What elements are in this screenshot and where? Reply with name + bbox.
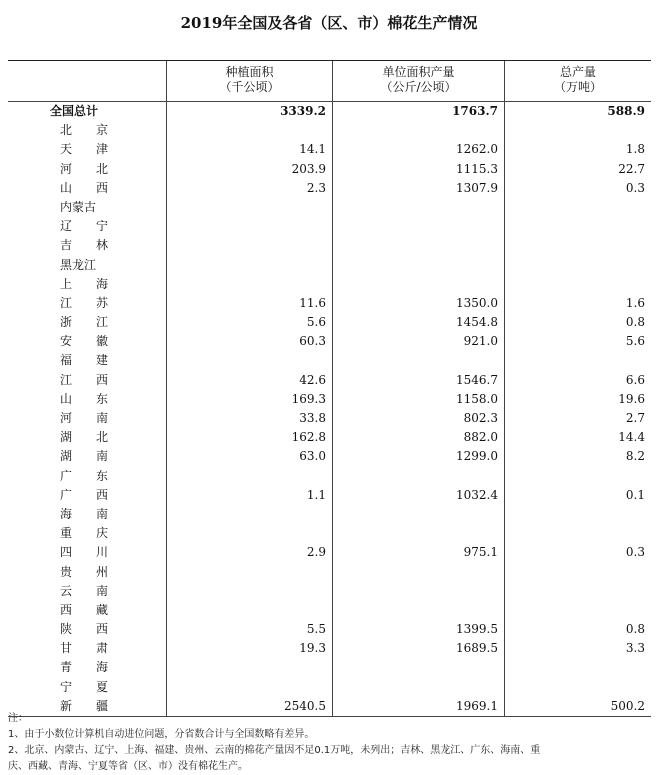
area-cell	[166, 524, 332, 543]
region-cell: 重 庆	[60, 526, 109, 541]
output-cell	[504, 217, 651, 236]
region-cell: 天 津	[60, 142, 109, 157]
area-cell: 169.3	[166, 390, 332, 409]
table-row	[8, 601, 651, 620]
area-cell	[166, 351, 332, 370]
header-yield-unit: （公斤/公顷）	[380, 80, 457, 94]
area-cell: 19.3	[166, 639, 332, 658]
region-cell: 山 东	[60, 391, 109, 406]
output-cell	[504, 582, 651, 601]
region-cell: 贵 州	[60, 564, 109, 579]
footnotes	[8, 711, 658, 775]
table-row	[8, 332, 651, 351]
area-cell	[166, 582, 332, 601]
table-row	[8, 313, 651, 332]
area-cell	[166, 467, 332, 486]
output-cell	[504, 467, 651, 486]
region-cell: 江 西	[60, 372, 109, 387]
yield-cell: 1032.4	[332, 486, 504, 505]
table-row	[8, 678, 651, 697]
table-row	[8, 543, 651, 562]
table-row	[8, 371, 651, 390]
area-cell: 11.6	[166, 294, 332, 313]
region-cell: 湖 北	[60, 430, 109, 445]
page-title: 2019年全国及各省（区、市）棉花生产情况	[180, 14, 478, 32]
region-cell: 西 藏	[60, 602, 109, 617]
area-cell	[166, 275, 332, 294]
table-row	[8, 563, 651, 582]
region-cell: 黑龙江	[60, 257, 97, 272]
area-cell: 2.3	[166, 179, 332, 198]
table-body	[8, 102, 651, 716]
region-cell: 北 京	[60, 123, 109, 138]
output-cell: 0.8	[504, 620, 651, 639]
output-cell: 0.8	[504, 313, 651, 332]
table-row	[8, 447, 651, 466]
output-cell	[504, 601, 651, 620]
yield-cell	[332, 658, 504, 677]
header-output-label: 总产量	[559, 65, 596, 79]
output-cell: 1.8	[504, 140, 651, 159]
yield-cell: 1399.5	[332, 620, 504, 639]
yield-cell	[332, 236, 504, 255]
table-row	[8, 582, 651, 601]
output-cell: 3.3	[504, 639, 651, 658]
table-row	[8, 256, 651, 275]
output-cell	[504, 678, 651, 697]
output-cell: 14.4	[504, 428, 651, 447]
area-cell	[166, 121, 332, 140]
region-cell: 宁 夏	[60, 679, 109, 694]
region-cell: 湖 南	[60, 449, 109, 464]
yield-cell: 1115.3	[332, 160, 504, 179]
output-cell	[504, 236, 651, 255]
region-cell: 河 北	[60, 161, 109, 176]
note-1: 1、由于小数位计算机自动进位问题，分省数合计与全国数略有差异。	[8, 729, 315, 740]
header-region	[8, 61, 166, 101]
area-cell	[166, 678, 332, 697]
region-cell: 广 西	[60, 487, 109, 502]
output-cell	[504, 256, 651, 275]
area-cell	[166, 256, 332, 275]
yield-cell	[332, 601, 504, 620]
area-cell: 5.5	[166, 620, 332, 639]
region-cell: 河 南	[60, 411, 109, 425]
yield-cell: 1546.7	[332, 371, 504, 390]
note-2: 2、北京、内蒙古、辽宁、上海、福建、贵州、云南的棉花产量因不足0.1万吨，未列出；吉林、黑龙江、广东、海南、重	[8, 745, 541, 756]
yield-cell: 882.0	[332, 428, 504, 447]
output-cell	[504, 563, 651, 582]
header-yield-label: 单位面积产量	[382, 65, 455, 79]
table-row	[8, 179, 651, 198]
region-cell: 浙 江	[60, 315, 109, 330]
area-cell	[166, 236, 332, 255]
output-cell: 0.3	[504, 179, 651, 198]
region-cell: 山 西	[60, 180, 109, 195]
output-cell	[504, 505, 651, 524]
notes-label: 注：	[8, 713, 28, 724]
table-row	[8, 390, 651, 409]
table-row	[8, 658, 651, 677]
area-cell: 3339.2	[166, 102, 332, 121]
table-row	[8, 486, 651, 505]
region-cell: 广 东	[60, 468, 109, 483]
area-cell: 14.1	[166, 140, 332, 159]
yield-cell: 1158.0	[332, 390, 504, 409]
table-row	[8, 275, 651, 294]
area-cell: 162.8	[166, 428, 332, 447]
output-cell: 22.7	[504, 160, 651, 179]
header-output	[504, 61, 651, 101]
region-cell: 海 南	[60, 506, 109, 521]
yield-cell	[332, 256, 504, 275]
yield-cell: 975.1	[332, 543, 504, 562]
area-cell	[166, 217, 332, 236]
region-cell: 四 川	[60, 545, 109, 560]
yield-cell	[332, 582, 504, 601]
yield-cell: 1350.0	[332, 294, 504, 313]
area-cell	[166, 658, 332, 677]
region-cell: 新 疆	[60, 698, 109, 713]
area-cell: 63.0	[166, 447, 332, 466]
table-row	[8, 409, 651, 428]
yield-cell	[332, 467, 504, 486]
output-cell: 5.6	[504, 332, 651, 351]
table-row	[8, 467, 651, 486]
region-cell: 云 南	[60, 583, 109, 598]
area-cell: 60.3	[166, 332, 332, 351]
region-cell: 福 建	[60, 353, 109, 368]
area-cell: 2540.5	[166, 697, 332, 716]
cotton-production-table	[8, 60, 651, 717]
region-cell: 陕 西	[60, 622, 109, 637]
yield-cell: 802.3	[332, 409, 504, 428]
table-row	[8, 121, 651, 140]
yield-cell	[332, 563, 504, 582]
output-cell	[504, 198, 651, 217]
output-cell: 0.1	[504, 486, 651, 505]
table-header-row	[8, 61, 651, 102]
output-cell: 6.6	[504, 371, 651, 390]
output-cell: 2.7	[504, 409, 651, 428]
output-cell	[504, 351, 651, 370]
yield-cell	[332, 121, 504, 140]
region-cell: 青 海	[60, 660, 109, 675]
region-cell: 内蒙古	[60, 199, 97, 214]
output-cell: 500.2	[504, 697, 651, 716]
region-cell: 辽 宁	[60, 219, 109, 234]
yield-cell	[332, 275, 504, 294]
yield-cell: 921.0	[332, 332, 504, 351]
region-cell: 全国总计	[50, 104, 99, 118]
yield-cell	[332, 505, 504, 524]
output-cell: 1.6	[504, 294, 651, 313]
header-area	[166, 61, 332, 101]
note-2-continued: 庆、西藏、青海、宁夏等省（区、市）没有棉花生产。	[8, 761, 248, 772]
region-cell: 吉 林	[60, 238, 109, 253]
region-cell: 江 苏	[60, 295, 109, 310]
table-row-total	[8, 102, 651, 121]
yield-cell	[332, 351, 504, 370]
area-cell	[166, 198, 332, 217]
area-cell: 203.9	[166, 160, 332, 179]
header-output-unit: （万吨）	[553, 80, 602, 94]
yield-cell: 1454.8	[332, 313, 504, 332]
area-cell	[166, 601, 332, 620]
region-cell: 上 海	[60, 276, 109, 291]
table-row	[8, 160, 651, 179]
table-row	[8, 620, 651, 639]
area-cell: 5.6	[166, 313, 332, 332]
area-cell: 2.9	[166, 543, 332, 562]
yield-cell	[332, 524, 504, 543]
table-row	[8, 236, 651, 255]
area-cell	[166, 563, 332, 582]
table-row	[8, 217, 651, 236]
region-cell: 甘 肃	[60, 641, 109, 656]
yield-cell: 1689.5	[332, 639, 504, 658]
output-cell: 19.6	[504, 390, 651, 409]
yield-cell	[332, 217, 504, 236]
output-cell	[504, 121, 651, 140]
area-cell: 33.8	[166, 409, 332, 428]
output-cell	[504, 658, 651, 677]
header-yield	[332, 61, 504, 101]
yield-cell	[332, 198, 504, 217]
table-row	[8, 294, 651, 313]
output-cell	[504, 524, 651, 543]
table-row	[8, 198, 651, 217]
yield-cell: 1307.9	[332, 179, 504, 198]
area-cell: 42.6	[166, 371, 332, 390]
area-cell: 1.1	[166, 486, 332, 505]
yield-cell: 1969.1	[332, 697, 504, 716]
yield-cell: 1763.7	[332, 102, 504, 121]
table-row	[8, 351, 651, 370]
region-cell: 安 徽	[60, 334, 109, 349]
output-cell: 588.9	[504, 102, 651, 121]
header-area-label: 种植面积	[225, 65, 274, 79]
table-row	[8, 428, 651, 447]
table-row	[8, 639, 651, 658]
table-row	[8, 524, 651, 543]
header-area-unit: （千公顷）	[219, 80, 280, 94]
table-row	[8, 505, 651, 524]
area-cell	[166, 505, 332, 524]
yield-cell: 1262.0	[332, 140, 504, 159]
yield-cell: 1299.0	[332, 447, 504, 466]
yield-cell	[332, 678, 504, 697]
output-cell: 8.2	[504, 447, 651, 466]
table-row	[8, 140, 651, 159]
output-cell: 0.3	[504, 543, 651, 562]
output-cell	[504, 275, 651, 294]
